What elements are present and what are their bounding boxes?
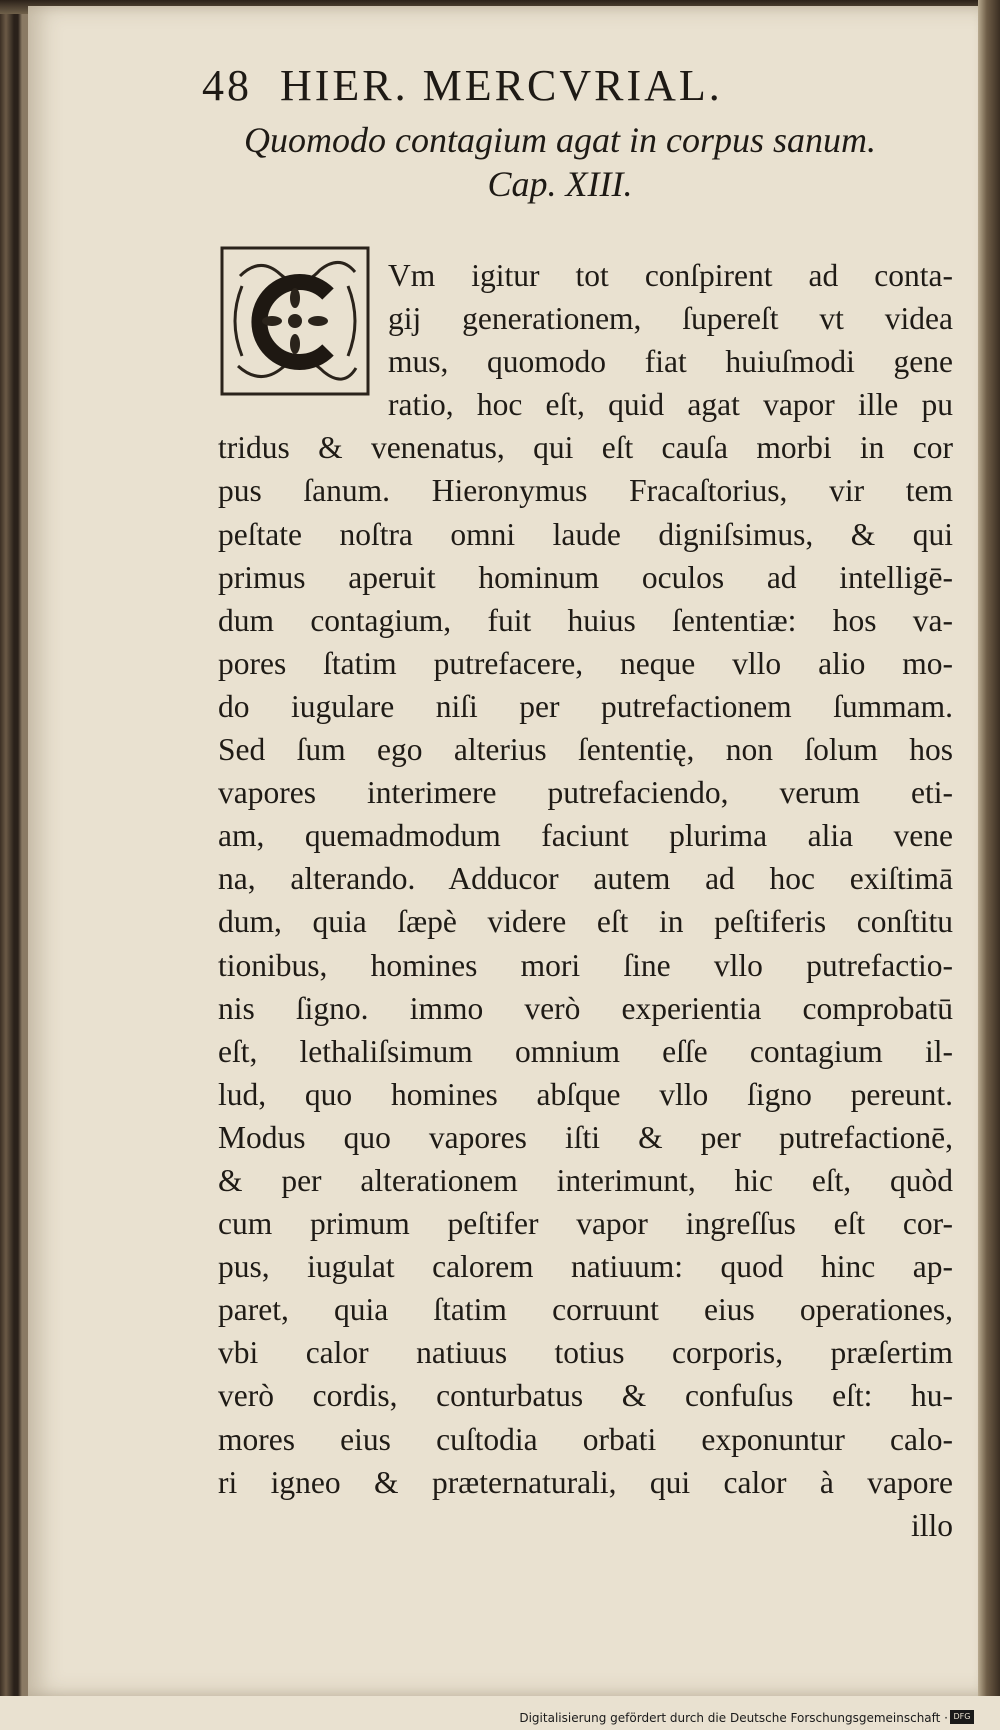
chapter-title xyxy=(200,118,920,206)
text-line: tionibus, homines mori ſine vllo putrefactio- xyxy=(218,947,953,983)
text-line: peſtate noſtra omni laude digniſsimus, & qui xyxy=(218,516,953,552)
text-line: vapores interimere putrefaciendo, verum eti- xyxy=(218,775,953,811)
text-line: mores eius cuſtodia orbati exponuntur calo- xyxy=(218,1421,953,1457)
text-line: paret, quia ſtatim corruunt eius operationes, xyxy=(218,1292,953,1328)
catchword: illo xyxy=(910,1507,953,1543)
chapter-number: Cap. XIII. xyxy=(487,164,633,204)
text-line: dum, quia ſæpè videre eſt in peſtiferis conſtitu xyxy=(218,904,953,940)
text-line: pores ſtatim putrefacere, neque vllo alio mo- xyxy=(218,645,953,681)
chapter-title-line: Quomodo contagium agat in corpus sanum. xyxy=(244,120,876,160)
text-line: lud, quo homines abſque vllo ſigno pereunt. xyxy=(218,1076,953,1112)
text-line: primus aperuit hominum oculos ad intelligē- xyxy=(218,559,953,595)
text-line: cum primum peſtifer vapor ingreſſus eſt cor- xyxy=(218,1206,953,1242)
dfg-logo: DFG xyxy=(950,1710,974,1724)
funding-note: Digitalisierung gefördert durch die Deutsche Forschungsgemeinschaft · xyxy=(519,1711,948,1725)
text-line: pus ſanum. Hieronymus Fracaſtorius, vir tem xyxy=(218,473,953,509)
text-line: Vm igitur tot conſpirent ad conta- xyxy=(388,258,953,293)
text-line: pus, iugulat calorem natiuum: quod hinc ap- xyxy=(218,1249,953,1285)
running-head-author: HIER. MERCVRIAL. xyxy=(280,61,723,110)
running-head xyxy=(202,60,922,111)
text-line: Sed ſum ego alterius ſententię, non ſolum hos xyxy=(218,732,953,768)
text-line: Modus quo vapores iſti & per putrefactionē, xyxy=(218,1119,953,1155)
text-line: mus, quomodo fiat huiuſmodi gene xyxy=(388,344,953,380)
page-number: 48 xyxy=(202,61,252,110)
text-line: vbi calor natiuus totius corporis, præſertim xyxy=(218,1335,953,1371)
text-line: & per alterationem interimunt, hic eſt, quòd xyxy=(218,1162,953,1198)
text-line: eſt, lethaliſsimum omnium eſſe contagium il- xyxy=(218,1033,953,1069)
text-line: gij generationem, ſupereſt vt videa xyxy=(388,301,953,337)
text-line: ratio, hoc eſt, quid agat vapor ille pu xyxy=(388,387,953,423)
text-line: ri igneo & præternaturali, qui calor à vapore xyxy=(218,1464,953,1500)
text-line: dum contagium, fuit huius ſententiæ: hos va- xyxy=(218,602,953,638)
body-text xyxy=(218,254,953,1547)
text-line: verò cordis, conturbatus & confuſus eſt: hu- xyxy=(218,1378,953,1414)
text-line: nis ſigno. immo verò experientia comprobatū xyxy=(218,990,953,1026)
book-page-edge xyxy=(978,0,1000,1730)
text-line: tridus & venenatus, qui eſt cauſa morbi in cor xyxy=(218,430,953,466)
text-line: do iugulare niſi per putrefactionem ſummam. xyxy=(218,688,953,724)
text-line: na, alterando. Adducor autem ad hoc exiſtimā xyxy=(218,861,953,897)
text-line: am, quemadmodum faciunt plurima alia vene xyxy=(218,818,953,854)
